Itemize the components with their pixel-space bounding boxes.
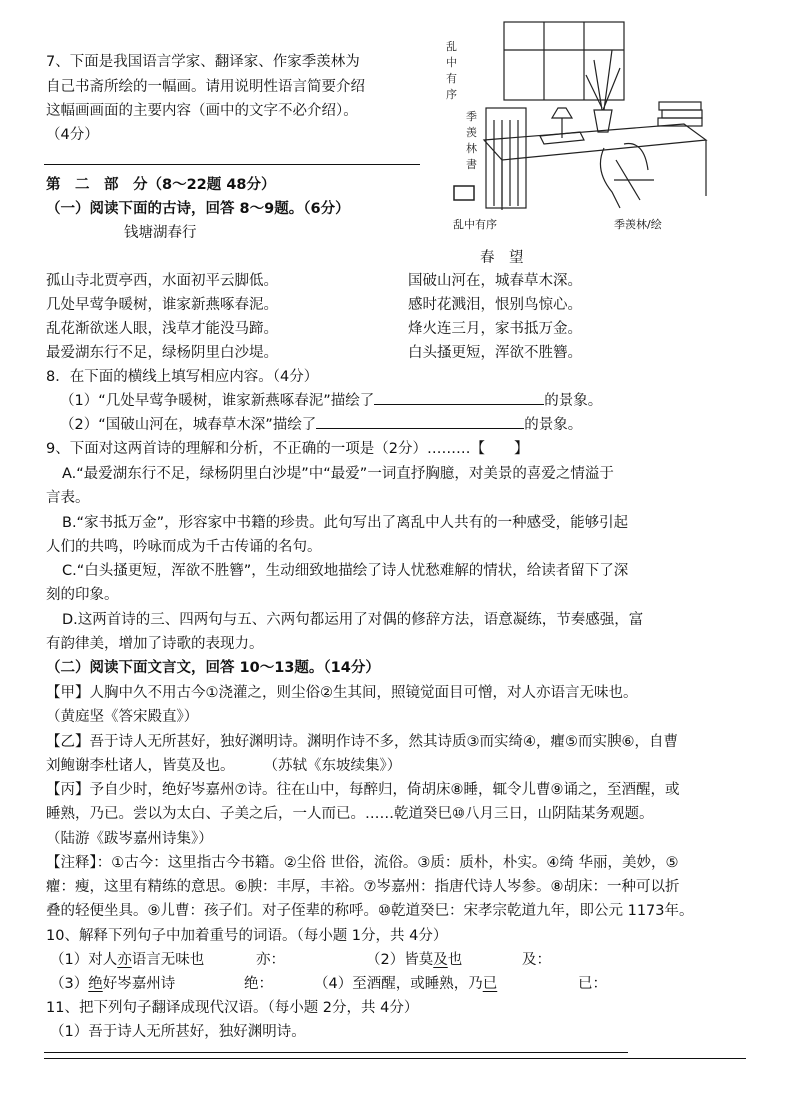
poem1-line-4: 最爱湖东行不足，绿杨阴里白沙堤。 (46, 345, 278, 361)
section2-heading: （二）阅读下面文言文，回答 10～13题。（14分） (46, 660, 380, 676)
poem2-line-3: 烽火连三月，家书抵万金。 (408, 321, 582, 337)
q9-option-c-line-2: 刻的印象。 (46, 587, 119, 603)
q8-item-2-suffix: 的景象。 (524, 417, 583, 433)
q11-stem: 11、把下列句子翻译成现代汉语。（每小题 2分，共 4分） (46, 1000, 419, 1016)
passage-bing-line-3: （陆游《跋岑嘉州诗集》） (46, 831, 213, 847)
q9-option-c-line-1: C.“白头搔更短，浑欲不胜簪”，生动细致地描绘了诗人忧愁难解的情状，给读者留下了深 (62, 563, 629, 579)
q10-item-1-keyword: 亦 (117, 952, 132, 968)
q9-option-d-line-1: D.这两首诗的三、四两句与五、六两句都运用了对偶的修辞方法，语意凝练，节奏感强，富 (62, 612, 644, 628)
q8-stem: 8．在下面的横线上填写相应内容。（4分） (46, 369, 319, 385)
q10-item-1-label: 亦： (256, 952, 285, 968)
q9-option-b-line-2: 人们的共鸣，吟咏而成为千古传诵的名句。 (46, 539, 322, 555)
poem1-title: 钱塘湖春行 (124, 225, 197, 241)
part-divider (44, 164, 420, 165)
q7-line-1: 7、下面是我国语言学家、翻译家、作家季羡林为 (46, 54, 360, 70)
poem2-line-4: 白头搔更短，浑欲不胜簪。 (408, 345, 582, 361)
illustration-caption-left: 乱中有序 (453, 218, 497, 231)
q8-item-1-prefix: （1）“几处早莺争暖树，谁家新燕啄春泥”描绘了 (60, 393, 375, 409)
answer-line-1[interactable] (44, 1052, 628, 1053)
q9-option-a-line-2: 言表。 (46, 490, 90, 506)
inscription-char-4: 序 (446, 88, 457, 101)
passage-jia-line-2: （黄庭坚《答宋殿直》） (46, 709, 199, 725)
poem2-title: 春 望 (480, 250, 524, 266)
q11-item-1: （1）吾于诗人无所甚好，独好渊明诗。 (50, 1024, 306, 1040)
q10-item-4: （4）至酒醒，或睡熟，乃已 (314, 976, 498, 992)
q10-item-4-keyword: 已 (482, 976, 498, 992)
poem2-line-2: 感时花溅泪，恨别鸟惊心。 (408, 297, 582, 313)
q9-stem: 9、下面对这两首诗的理解和分析，不正确的一项是（2分）………【 】 (46, 441, 529, 457)
q10-item-3: （3）绝好岑嘉州诗 (50, 976, 176, 992)
q8-answer-blank-2[interactable] (316, 414, 524, 429)
inscription-char-2: 中 (446, 56, 457, 69)
q10-item-2-label: 及： (522, 952, 551, 968)
q7-line-3: 这幅画画面的主要内容（画中的文字不必介绍）。 (46, 103, 358, 119)
passage-bing-line-1: 【丙】予自少时，绝好岑嘉州⑦诗。往在山中，每醉归，倚胡床⑧睡，辄令儿曹⑨诵之，至酒醒，或 (46, 782, 680, 798)
q8-answer-blank-1[interactable] (374, 390, 544, 405)
q8-item-1-suffix: 的景象。 (544, 393, 603, 409)
notes-line-2: 癯：瘦，这里有精练的意思。⑥腴：丰厚，丰裕。⑦岑嘉州：指唐代诗人岑参。⑧胡床：一种可以折 (46, 879, 680, 895)
poem1-line-1: 孤山寺北贾亭西，水面初平云脚低。 (46, 273, 278, 289)
section1-heading: （一）阅读下面的古诗，回答 8～9题。（6分） (46, 201, 350, 217)
svg-text:季: 季 (466, 110, 477, 123)
passage-jia-line-1: 【甲】人胸中久不用古今①浇灌之，则尘俗②生其间，照镜觉面目可憎，对人亦语言无味也。 (46, 685, 638, 701)
q7-line-4: （4分） (46, 127, 99, 143)
notes-line-3: 叠的轻便坐具。⑨儿曹：孩子们。对子侄辈的称呼。⑩乾道癸巳：宋孝宗乾道九年，即公元 1173年。 (46, 903, 694, 919)
q10-item-1: （1）对人亦语言无味也 (50, 952, 205, 968)
passage-bing-line-2: 睡熟，乃已。尝以为太白、子美之后，一人而已。……乾道癸巳⑩八月三日，山阴陆某务观题。 (46, 806, 654, 822)
q7-line-2: 自己书斋所绘的一幅画。请用说明性语言简要介绍 (46, 79, 365, 95)
illustration-caption-right: 季羡林/绘 (614, 218, 662, 231)
svg-text:羡: 羡 (466, 126, 477, 139)
svg-text:書: 書 (466, 158, 477, 171)
q10-item-3-keyword: 绝 (88, 976, 103, 992)
inscription-char-3: 有 (446, 72, 457, 85)
passage-yi-line-1: 【乙】吾于诗人无所甚好，独好渊明诗。渊明作诗不多，然其诗质③而实绮④，癯⑤而实腴⑥，自曹 (46, 734, 678, 750)
q10-item-3-label: 绝： (244, 976, 273, 992)
poem1-line-2: 几处早莺争暖树，谁家新燕啄春泥。 (46, 297, 278, 313)
poem2-line-1: 国破山河在，城春草木深。 (408, 273, 582, 289)
q8-item-1 (60, 389, 602, 410)
q8-item-2-prefix: （2）“国破山河在，城春草木深”描绘了 (60, 417, 317, 433)
part2-heading: 第 二 部 分（8～22题 48分） (46, 177, 276, 193)
q10-stem: 10、解释下列句子中加着重号的词语。（每小题 1分，共 4分） (46, 928, 448, 944)
q10-item-2: （2）皆莫及也 (366, 952, 463, 968)
q9-option-d-line-2: 有韵律美，增加了诗歌的表现力。 (46, 636, 264, 652)
q10-item-2-keyword: 及 (433, 952, 448, 968)
notes-line-1: 【注释】：①古今：这里指古今书籍。②尘俗 世俗，流俗。③质：质朴，朴实。④绮 华丽，美妙，⑤ (46, 855, 679, 871)
answer-line-2[interactable] (44, 1058, 746, 1059)
study-sketch-illustration (444, 20, 720, 216)
poem1-line-3: 乱花渐欲迷人眼，浅草才能没马蹄。 (46, 321, 278, 337)
inscription-char-1: 乱 (446, 40, 457, 53)
q8-item-2 (60, 413, 582, 434)
svg-text:林: 林 (466, 142, 477, 155)
q10-item-4-label: 已： (578, 976, 607, 992)
q9-option-a-line-1: A.“最爱湖东行不足，绿杨阴里白沙堤”中“最爱”一词直抒胸臆，对美景的喜爱之情溢于 (62, 466, 614, 482)
passage-yi-line-2: 刘鲍谢李杜诸人，皆莫及也。 （苏轼《东坡续集》） (46, 758, 402, 774)
q9-option-b-line-1: B.“家书抵万金”，形容家中书籍的珍贵。此句写出了离乱中人共有的一种感受，能够引起 (62, 515, 629, 531)
